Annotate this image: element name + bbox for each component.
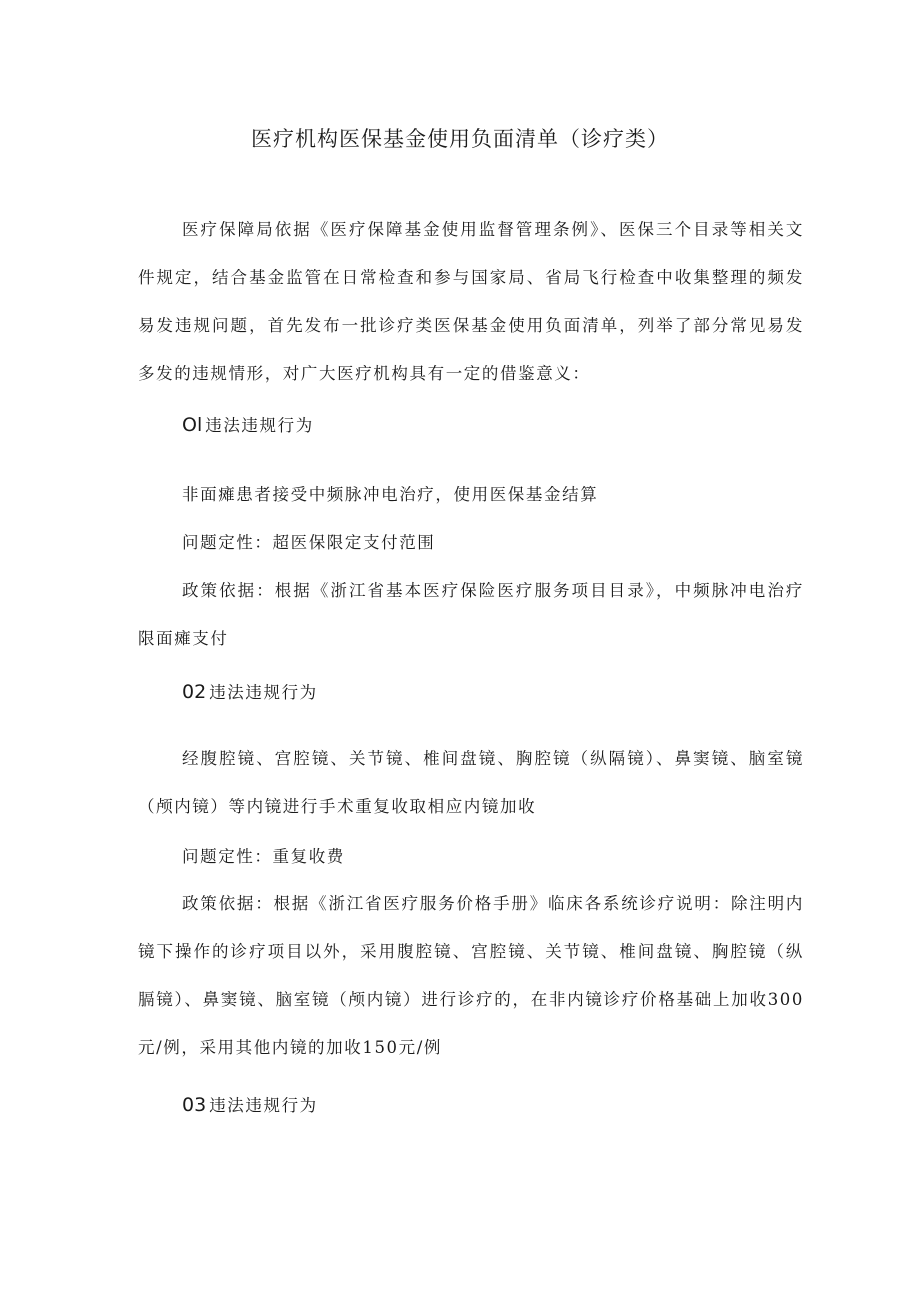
violation-description: 经腹腔镜、宫腔镜、关节镜、椎间盘镜、胸腔镜（纵隔镜）、鼻窦镜、脑室镜（颅内镜）等内镜进行手术重复收取相应内镜加收: [138, 749, 804, 816]
policy-basis: 政策依据：根据《浙江省基本医疗保险医疗服务项目目录》，中频脉冲电治疗限面瘫支付: [138, 581, 804, 648]
item-heading-label: 违法违规行为: [205, 416, 314, 435]
violation-description: 非面瘫患者接受中频脉冲电治疗，使用医保基金结算: [182, 485, 599, 504]
item-number: Ol: [182, 414, 203, 436]
item-heading-label: 违法违规行为: [209, 683, 318, 702]
issue-nature: 问题定性：超医保限定支付范围: [182, 533, 436, 552]
policy-basis: 政策依据：根据《浙江省医疗服务价格手册》临床各系统诊疗说明：除注明内镜下操作的诊疗项目以外，采用腹腔镜、宫腔镜、关节镜、椎间盘镜、胸腔镜（纵膈镜）、鼻窦镜、脑室镜（颅内镜）进行诊疗的，在非内镜诊疗价格基础上加收300元/例，采用其他内镜的加收150元/例: [138, 894, 804, 1057]
item-heading-03: [182, 1090, 318, 1121]
item-heading-02: [182, 677, 318, 708]
item-number: 02: [182, 681, 207, 703]
intro-paragraph: 医疗保障局依据《医疗保障基金使用监督管理条例》、医保三个目录等相关文件规定，结合基金监管在日常检查和参与国家局、省局飞行检查中收集整理的频发易发违规问题，首先发布一批诊疗类医保基金使用负面清单，列举了部分常见易发多发的违规情形，对广大医疗机构具有一定的借鉴意义：: [138, 220, 804, 383]
item-heading-01: [182, 410, 314, 441]
item-heading-label: 违法违规行为: [209, 1096, 318, 1115]
item-number: 03: [182, 1094, 207, 1116]
document-title: 医疗机构医保基金使用负面清单（诊疗类）: [251, 127, 669, 151]
issue-nature: 问题定性：重复收费: [182, 847, 345, 866]
